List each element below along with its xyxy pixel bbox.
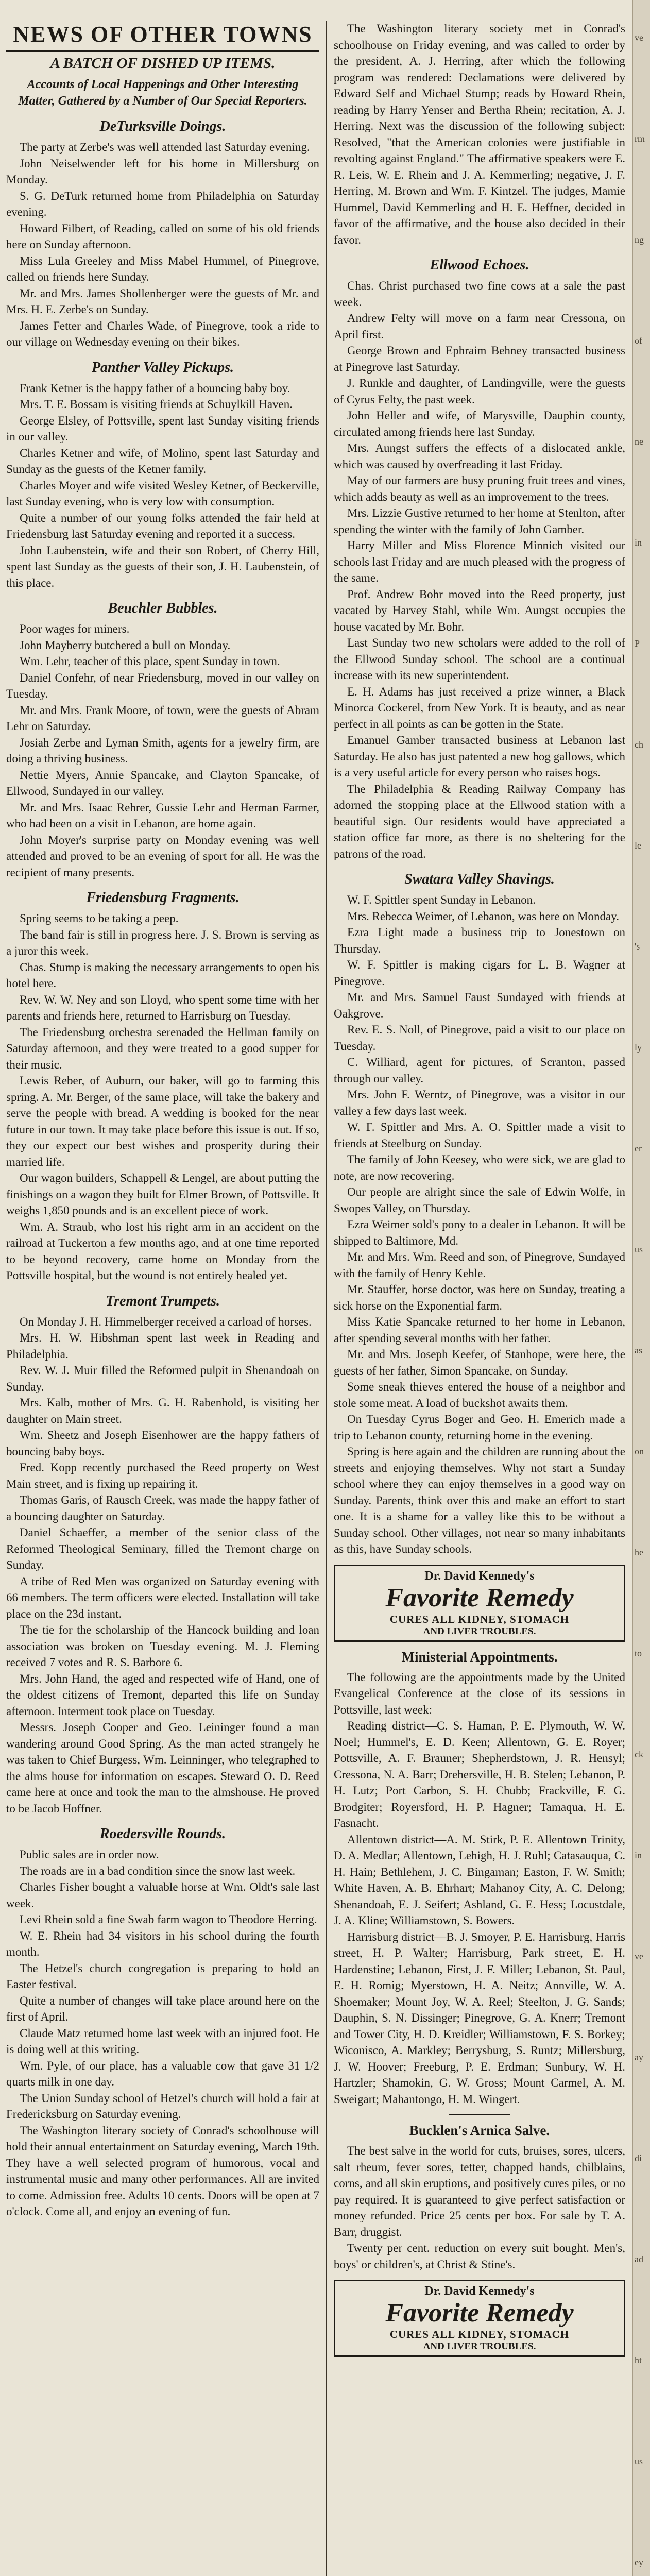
news-item: Charles Fisher bought a valuable horse at Wm. Oldt's sale last week. [6,1880,319,1910]
news-item: Fred. Kopp recently purchased the Reed property on West Main street, and is fixing up repairing it. [6,1461,319,1490]
ad-claim-2: AND LIVER TROUBLES. [423,1625,536,1637]
news-item: Mrs. John F. Werntz, of Pinegrove, was a visitor in our valley a few days last week. [334,1088,625,1117]
news-item: Mr. and Mrs. Samuel Faust Sundayed with friends at Oakgrove. [334,991,625,1020]
news-item: Nettie Myers, Annie Spancake, and Clayton Spancake, of Ellwood, Sundayed in our valley. [6,768,319,798]
news-item: Charles Ketner and wife, of Molino, spent last Saturday and Sunday as the guests of the Ketner family. [6,446,319,476]
news-item: Last Sunday two new scholars were added to the roll of the Ellwood Sunday school. The school are a continual increase with its new superintendent. [334,636,625,682]
edge-fragment: ht [635,2355,642,2365]
section-heading: Swatara Valley Shavings. [404,871,555,887]
kennedy-ad-bottom [334,2280,625,2357]
edge-fragment: to [635,1648,642,1658]
news-item: Ezra Weimer sold's pony to a dealer in Lebanon. It will be shipped to Baltimore, Md. [334,1218,625,1247]
edge-fragment: P [635,638,640,649]
edge-fragment: le [635,840,641,851]
news-item: Thomas Garis, of Rausch Creek, was made the happy father of a bouncing daughter on Saturday. [6,1494,319,1523]
news-item: John Neiselwender left for his home in Millersburg on Monday. [6,157,319,186]
news-item: Mrs. Rebecca Weimer, of Lebanon, was here on Monday. [347,909,619,923]
news-item: John Moyer's surprise party on Monday evening was well attended and proved to be an evening of sport for all. He was the recipient of many presents. [6,833,319,879]
deck: Accounts of Local Happenings and Other Interesting Matter, Gathered by a Number of Our Special Reporters. [18,78,307,108]
news-item: Reading district—C. S. Haman, P. E. Plymouth, W. W. Noel; Hummel's, E. D. Keen; Allentown, G. E. Royer; Pottsville, A. F. Brauner; Shepherdstown, J. R. Hensyl; Cressona, N. A. Barr; Drehersville, H. B. Stelen; Lebanon, P. H. Lutz; Port Carbon, S. H. Chubb; Frackville, F. G. Brodgiter; Royersford, H. P. Hagner; Tamaqua, H. E. Fasnacht. [334,1719,625,1829]
left-column [6,21,319,2576]
column-rule [326,21,327,2576]
news-item: Miss Katie Spancake returned to her home in Lebanon, after spending several months with her father. [334,1315,625,1345]
section-heading: DeTurksville Doings. [99,118,226,134]
news-item: The party at Zerbe's was well attended last Saturday evening. [20,141,310,154]
news-item: The Friedensburg orchestra serenaded the Hellman family on Saturday afternoon, and they were treated to a good supper for their music. [6,1025,319,1071]
news-item: May of our farmers are busy pruning fruit trees and vines, which adds beauty as well as an improvement to the trees. [334,474,625,503]
news-item: Quite a number of our young folks attended the fair held at Friedensburg last Saturday evening and reported it a success. [6,511,319,540]
news-item: Mrs. Aungst suffers the effects of a dislocated ankle, which was caused by overfreading it last Friday. [334,442,625,471]
ad-claim-2: AND LIVER TROUBLES. [423,2341,536,2352]
news-item: Public sales are in order now. [20,1848,159,1861]
edge-fragment: rm [635,133,645,144]
ad-product-name: Favorite Remedy [385,1583,574,1613]
news-item: Claude Matz returned home last week with an injured foot. He is doing well at this writing. [6,2026,319,2056]
news-item: John Laubenstein, wife and their son Robert, of Cherry Hill, spent last Sunday as the guests of their son, J. H. Laubenstein, of this place. [6,544,319,589]
news-item: Quite a number of changes will take place around here on the first of April. [6,1994,319,2023]
edge-fragment: he [635,1547,643,1557]
masthead-rule [6,50,319,52]
masthead: NEWS OF OTHER TOWNS [13,22,313,47]
news-item: Spring seems to be taking a peep. [20,912,179,925]
divider [449,2114,510,2115]
edge-fragment: in [635,537,642,548]
news-item: Mr. and Mrs. Frank Moore, of town, were the guests of Abram Lehr on Saturday. [6,703,319,733]
news-item: Messrs. Joseph Cooper and Geo. Leininger found a man wandering around Good Spring. As the man acted strangely he was taken to Chief Burgess, Wm. Leinninger, who telegraphed to the alms house for information on escapes. Steward O. D. Reed came here at once and took the man to the almshouse. He proved to be Jacob Hoffner. [6,1721,319,1815]
edge-fragment: of [635,335,642,346]
news-item: Mrs. T. E. Bossam is visiting friends at Schuylkill Haven. [20,398,293,411]
news-item: Our wagon builders, Schappell & Lengel, are about putting the finishings on a wagon they built for Elmer Brown, of Pottsville. It weighs 1,850 pounds and is an excellent piece of work. [6,1172,319,1217]
edge-fragment: on [635,1446,644,1456]
news-item: Mrs. Kalb, mother of Mrs. G. H. Rabenhold, is visiting her daughter on Main street. [6,1396,319,1426]
news-item: The family of John Keesey, who were sick, we are glad to note, are now recovering. [334,1153,625,1182]
news-item: C. Williard, agent for pictures, of Scranton, passed through our valley. [334,1056,625,1085]
edge-fragment: di [635,2153,642,2163]
news-item: W. F. Spittler is making cigars for L. B. Wagner at Pinegrove. [334,958,625,988]
news-item: Rev. E. S. Noll, of Pinegrove, paid a visit to our place on Tuesday. [334,1023,625,1053]
edge-fragment: ch [635,739,643,750]
news-item: Andrew Felty will move on a farm near Cressona, on April first. [334,312,625,341]
news-item: Josiah Zerbe and Lyman Smith, agents for a jewelry firm, are doing a thriving business. [6,736,319,765]
news-item: Frank Ketner is the happy father of a bouncing baby boy. [20,381,290,395]
news-item: J. Runkle and daughter, of Landingville, were the guests of Cyrus Felty, the past week. [334,377,625,406]
adjacent-column-fragment [632,0,650,2576]
news-item: The band fair is still in progress here. J. S. Brown is serving as a juror this week. [6,928,319,957]
ad-claim: CURES ALL KIDNEY, STOMACH [389,2328,570,2341]
ad-product-name: Favorite Remedy [385,2298,574,2328]
news-item: Twenty per cent. reduction on every suit bought. Men's, boys' or children's, at Christ & Stine's. [334,2242,625,2271]
news-item: W. E. Rhein had 34 visitors in his school during the fourth month. [6,1929,319,1958]
news-item: The tie for the scholarship of the Hancock building and loan association was broken on Tuesday evening. M. J. Fleming received 7 votes and R. S. Barbore 6. [6,1623,319,1669]
news-item: The roads are in a bad condition since the snow last week. [20,1864,296,1877]
news-item: Emanuel Gamber transacted business at Lebanon last Saturday. He also has just patented a new hog gallows, which is a very useful article for every person who raises hogs. [334,734,625,779]
ad-claim: CURES ALL KIDNEY, STOMACH [389,1613,570,1625]
news-item: Chas. Christ purchased two fine cows at a sale the past week. [334,279,625,309]
ad-doctor-name: Dr. David Kennedy's [424,1569,535,1583]
news-item: The best salve in the world for cuts, bruises, sores, ulcers, salt rheum, fever sores, tetter, chapped hands, chilblains, corns, and all skin eruptions, and positively cures piles, or no pay required. It is guaranteed to give perfect satisfaction or money refunded. Price 25 cents per box. For sale by T. A. Barr, druggist. [334,2144,625,2239]
news-item: The Hetzel's church congregation is preparing to hold an Easter festival. [6,1961,319,1991]
news-item: W. F. Spittler and Mrs. A. O. Spittler made a visit to friends at Steelburg on Sunday. [334,1121,625,1150]
news-item: George Elsley, of Pottsville, spent last Sunday visiting friends in our valley. [6,414,319,443]
news-item: A tribe of Red Men was organized on Saturday evening with 66 members. The term officers were elected. Installation will take place on the 23d instant. [6,1574,319,1620]
news-item: Chas. Stump is making the necessary arrangements to open his hotel here. [6,960,319,990]
edge-fragment: ay [635,2052,643,2062]
news-item: Spring is here again and the children are running about the streets and enjoying themselves. Why not start a Sunday school where they can enjoy themselves in a good way on Sunday. Parents, think over this and make an effort to start one. It is a shame for a valley like this to be without a Sunday school. Other villages, not near so many inhabitants as this, have Sunday schools. [334,1445,625,1555]
news-item: George Brown and Ephraim Behney transacted business at Pinegrove last Saturday. [334,344,625,374]
news-item: Rev. W. J. Muir filled the Reformed pulpit in Shenandoah on Sunday. [6,1364,319,1393]
edge-fragment: ne [635,436,643,447]
right-column-body [334,21,625,1557]
edge-fragment: 's [635,941,640,952]
news-item: Allentown district—A. M. Stirk, P. E. Allentown Trinity, D. A. Medlar; Allentown, Lehigh, H. J. Ruhl; Catasauqua, C. H. Hain; Bethlehem, J. C. Bingaman; Easton, F. W. Smith; White Haven, A. B. Ehrhart; Mahanoy City, A. C. Delong; Shenandoah, E. J. Seifert; Ashland, G. E. Hess; Locustdale, J. A. Kline; Williamstown, S. Bowers. [334,1833,625,1927]
right-column [334,21,625,2576]
section-heading: Friedensburg Fragments. [86,890,240,906]
news-item: Wm. Sheetz and Joseph Eisenhower are the happy fathers of bouncing baby boys. [6,1429,319,1458]
edge-fragment: as [635,1345,642,1355]
news-item: Miss Lula Greeley and Miss Mabel Hummel, of Pinegrove, called on friends here Sunday. [6,254,319,283]
edge-fragment: us [635,1244,643,1255]
news-item: Daniel Confehr, of near Friedensburg, moved in our valley on Tuesday. [6,671,319,700]
edge-fragment: ng [635,234,644,245]
news-item: Rev. W. W. Ney and son Lloyd, who spent some time with her parents and friends here, returned to Harrisburg on Tuesday. [6,993,319,1022]
news-item: Mrs. Lizzie Gustive returned to her home at Stenlton, after spending the winter with the family of John Gamber. [334,506,625,536]
news-item: S. G. DeTurk returned home from Philadelphia on Saturday evening. [6,189,319,218]
news-item: Charles Moyer and wife visited Wesley Ketner, of Beckerville, last Sunday evening, who is very low with consumption. [6,479,319,508]
edge-fragment: ve [635,1951,643,1961]
edge-fragment: ck [635,1749,643,1759]
section-heading: Beuchler Bubbles. [108,600,218,616]
news-item: John Mayberry butchered a bull on Monday. [20,638,231,652]
news-item: John Heller and wife, of Marysville, Dauphin county, circulated among friends here last Sunday. [334,409,625,438]
news-item: Howard Filbert, of Reading, called on some of his old friends here on Sunday afternoon. [6,222,319,251]
news-item: W. F. Spittler spent Sunday in Lebanon. [347,893,536,906]
news-item: Wm. Lehr, teacher of this place, spent Sunday in town. [20,655,280,668]
news-item: The Philadelphia & Reading Railway Company has adorned the stopping place at the Ellwood station with a beautiful sign. Our residents would have appreciated a station office far more, as there is no sheltering for the patrons of the road. [334,782,625,860]
news-item: On Tuesday Cyrus Boger and Geo. H. Emerich made a trip to Lebanon county, returning home in the evening. [334,1413,625,1442]
news-item: Prof. Andrew Bohr moved into the Reed property, just vacated by Harvey Stahl, while Wm. Aungst occupies the house vacated by Mr. Bohr. [334,587,625,633]
left-column-body [6,118,319,2220]
section-heading: Tremont Trumpets. [106,1293,220,1309]
news-item: On Monday J. H. Himmelberger received a carload of horses. [20,1315,312,1328]
news-item: Mr. and Mrs. Wm. Reed and son, of Pinegrove, Sundayed with the family of Henry Kehle. [334,1250,625,1280]
news-item: Harry Miller and Miss Florence Minnich visited our schools last Friday and are much pleased with the progress of the same. [334,539,625,584]
news-item: Mr. Stauffer, horse doctor, was here on Sunday, treating a sick horse on the Exponential farm. [334,1283,625,1312]
news-item: Wm. Pyle, of our place, has a valuable cow that gave 31 1/2 quarts milk in one day. [6,2059,319,2088]
section-heading: Roedersville Rounds. [99,1826,226,1842]
news-item: Mrs. H. W. Hibshman spent last week in Reading and Philadelphia. [6,1331,319,1361]
news-item: The Washington literary society of Conrad's schoolhouse will hold their annual entertainment on Saturday evening, March 19th. They have a well selected program of humorous, vocal and instrumental music and many other performances. All are invited to come. Admission free. Adults 10 cents. Doors will be open at 7 o'clock. Come all, and enjoy an evening of fun. [6,2124,319,2218]
section-heading: Panther Valley Pickups. [91,359,234,376]
edge-fragment: ey [635,2557,643,2567]
section-heading: Ellwood Echoes. [430,257,529,273]
salve-body [334,2143,625,2273]
news-item: Levi Rhein sold a fine Swab farm wagon to Theodore Herring. [20,1913,317,1926]
news-item: Some sneak thieves entered the house of a neighbor and stole some meat. A load of buckshot awaits them. [334,1380,625,1410]
appointments-body [334,1669,625,2108]
news-item: Mr. and Mrs. Isaac Rehrer, Gussie Lehr and Herman Farmer, who had been on a visit in Lebanon, are home again. [6,801,319,830]
news-item: Our people are alright since the sale of Edwin Wolfe, in Swopes Valley, on Thursday. [334,1185,625,1215]
news-item: Poor wages for miners. [20,622,130,635]
news-item: Daniel Schaeffer, a member of the senior class of the Reformed Theological Seminary, filled the Tremont charge on Sunday. [6,1526,319,1571]
edge-fragment: in [635,1850,642,1860]
edge-fragment: er [635,1143,642,1154]
appointments-heading: Ministerial Appointments. [401,1649,558,1665]
edge-fragment: ve [635,32,643,43]
news-item: James Fetter and Charles Wade, of Pinegrove, took a ride to our village on Wednesday evening on their bikes. [6,319,319,348]
kennedy-ad-top [334,1565,625,1642]
edge-fragment: ly [635,1042,642,1053]
news-item: Harrisburg district—B. J. Smoyer, P. E. Harrisburg, Harris street, H. P. Walter; Harrisburg, Park street, E. H. Hardenstine; Lebanon, First, J. F. Miller; Lebanon, St. Paul, E. H. Romig; Myerstown, H. A. Neitz; Annville, W. A. Shoemaker; Mount Joy, W. A. Reel; Steelton, J. G. Sands; Dauphin, S. N. Dissinger; Pinegrove, G. A. Knerr; Tremont and Tower City, H. D. Kreidler; Williamstown, F. S. Borkey; Wiconisco, A. Markley; Berrysburg, S. Runtz; Millersburg, J. W. Hoover; Freeburg, P. E. Erdman; Sunbury, W. H. Hartzler; Shamokin, G. W. Gross; Mount Carmel, A. M. Sweigart; Mahantongo, H. M. Wingert. [334,1930,625,2106]
news-item: Mrs. John Hand, the aged and respected wife of Hand, one of the oldest citizens of Tremont, departed this life on Sunday afternoon. Interment took place on Tuesday. [6,1672,319,1718]
news-item: The Union Sunday school of Hetzel's church will hold a fair at Fredericksburg on Saturday evening. [6,2091,319,2121]
news-item: Wm. A. Straub, who lost his right arm in an accident on the railroad at Tuckerton a few months ago, and at one time reported to be beyond recovery, came home on Monday from the Pottsville hospital, but the wound is not entirely healed yet. [6,1220,319,1282]
news-item: Ezra Light made a business trip to Jonestown on Thursday. [334,926,625,955]
edge-fragment: us [635,2456,643,2466]
news-item: Mr. and Mrs. Joseph Keefer, of Stanhope, were here, the guests of her father, Simon Spancake, on Sunday. [334,1348,625,1377]
news-item: Mr. and Mrs. James Shollenberger were the guests of Mr. and Mrs. H. E. Zerbe's on Sunday. [6,286,319,316]
news-item: Lewis Reber, of Auburn, our baker, will go to farming this spring. A. Mr. Berger, of the same place, will take the bakery and serve the people with bread. A wedding is booked for the near future in our town. It may take place before this issue is out. If so, they our expect our best wishes and prosperity during their married life. [6,1074,319,1168]
ad-doctor-name: Dr. David Kennedy's [424,2284,535,2298]
edge-fragment: ad [635,2254,643,2264]
salve-heading: Bucklen's Arnica Salve. [409,2123,550,2138]
news-item: The following are the appointments made by the United Evangelical Conference at the close of its sessions in Pottsville, last week: [334,1670,625,1716]
news-item: The Washington literary society met in Conrad's schoolhouse on Friday evening, and was called to order by the president, A. J. Herring, after which the following program was rendered: Declamations were delivered by Edward Self and Michael Stump; reads by Howard Rhein, reading by Harry Yenser and Bertha Rhein; recitation, A. J. Herring. Next was the discussion of the following subject: Resolved, "that the American colonies were justifiable in revolting against England." The affirmative speakers were E. R. Leis, W. E. Rhein and J. A. Kemmerling; negative, J. F. Herring, M. Brown and Wm. F. Kintzel. The judges, Mamie Hummel, David Kemmerling and H. E. Heffner, decided in favor of the affirmative, and the house also decided in their favor. [334,22,625,246]
news-item: E. H. Adams has just received a prize winner, a Black Minorca Cockerel, from New York. It is beauty, and as near perfect in all points as can be gotten in the State. [334,685,625,731]
subhead: A BATCH OF DISHED UP ITEMS. [50,55,276,72]
